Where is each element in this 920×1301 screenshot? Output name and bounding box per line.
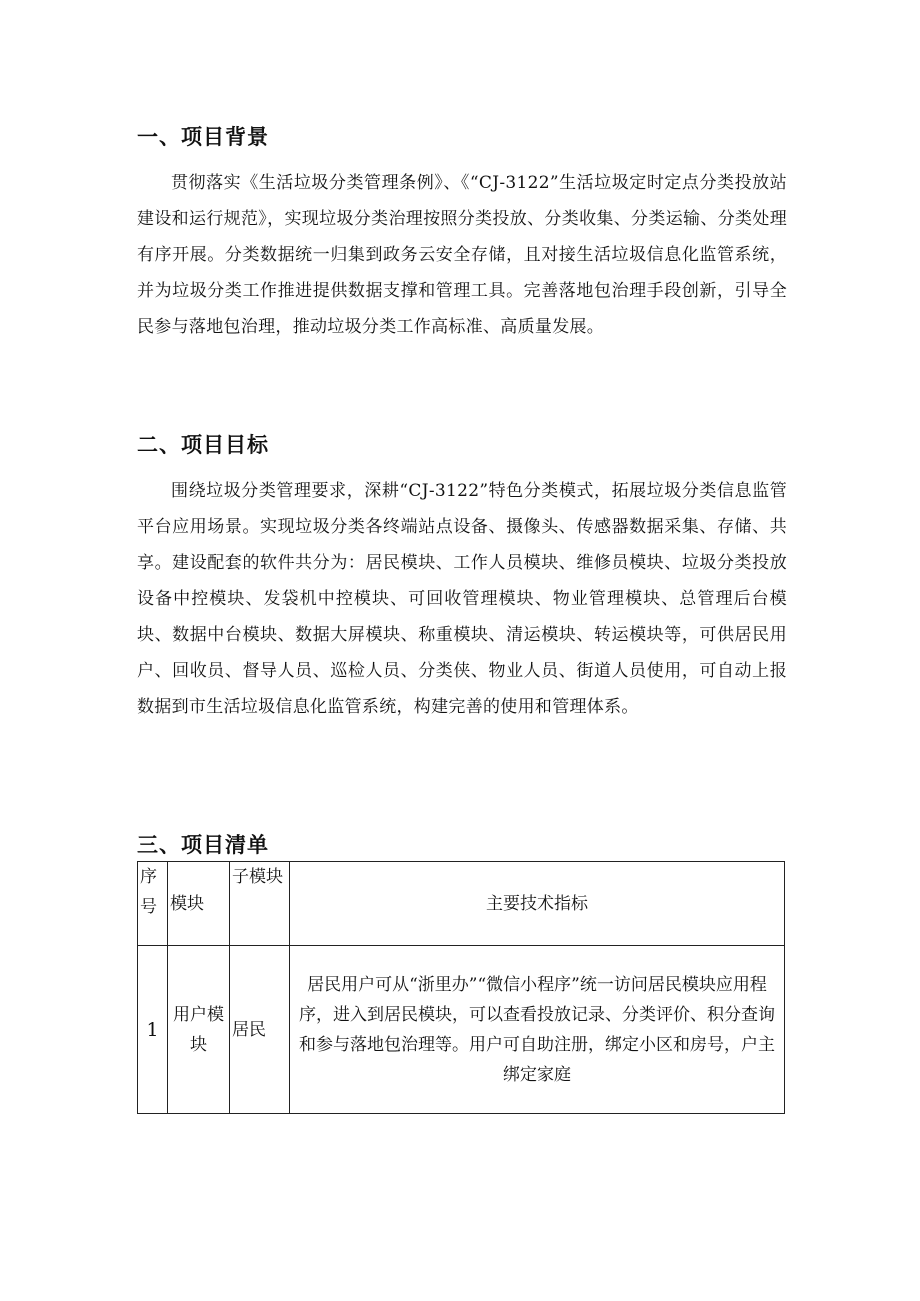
row-no: 1 <box>138 946 168 1114</box>
row-spec: 居民用户可从“浙里办”“微信小程序”统一访问居民模块应用程序，进入到居民模块，可以查看投放记录、分类评价、积分查询和参与落地包治理等。用户可自助注册，绑定小区和房号，户主绑定家庭 <box>290 946 785 1114</box>
section-paragraph-goals: 围绕垃圾分类管理要求，深耕“CJ-3122”特色分类模式，拓展垃圾分类信息监管平台应用场景。实现垃圾分类各终端站点设备、摄像头、传感器数据采集、存储、共享。建设配套的软件共分为：居民模块、工作人员模块、维修员模块、垃圾分类投放设备中控模块、发袋机中控模块、可回收管理模块、物业管理模块、总管理后台模块、数据中台模块、数据大屏模块、称重模块、清运模块、转运模块等，可供居民用户、回收员、督导人员、巡检人员、分类侠、物业人员、街道人员使用，可自动上报数据到市生活垃圾信息化监管系统，构建完善的使用和管理体系。 <box>137 481 787 717</box>
header-no: 序号 <box>138 862 168 946</box>
row-submodule: 居民 <box>230 946 290 1114</box>
section-paragraph-background: 贯彻落实《生活垃圾分类管理条例》、《“CJ-3122”生活垃圾定时定点分类投放站建设和运行规范》，实现垃圾分类治理按照分类投放、分类收集、分类运输、分类处理有序开展。分类数据统一归集到政务云安全存储，且对接生活垃圾信息化监管系统，并为垃圾分类工作推进提供数据支撑和管理工具。完善落地包治理手段创新，引导全民参与落地包治理，推动垃圾分类工作高标准、高质量发展。 <box>137 173 787 337</box>
project-list-table <box>137 861 785 1114</box>
section-heading-background: 一、项目背景 <box>137 125 269 149</box>
section-heading-list: 三、项目清单 <box>137 833 269 857</box>
row-module: 用户模块 <box>168 946 230 1114</box>
section-heading-goals: 二、项目目标 <box>137 433 269 457</box>
header-module: 模块 <box>168 862 230 946</box>
table-row <box>138 946 785 1114</box>
header-submodule: 子模块 <box>230 862 290 946</box>
table-header-row <box>138 862 785 946</box>
header-spec: 主要技术指标 <box>290 862 785 946</box>
